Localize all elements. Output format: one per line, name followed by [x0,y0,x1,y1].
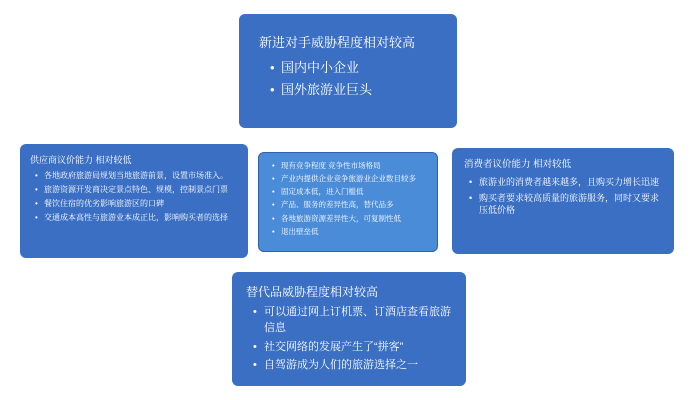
list-item: • 各地旅游资源差异性大，可复制性低 [281,214,429,225]
buyers-title: 消费者议价能力 相对较低 [464,159,572,170]
suppliers-box[interactable] [20,144,248,258]
list-item: • 餐饮住宿的优劣影响旅游区的口碑 [44,198,240,209]
list-item: • 固定成本低，进入门槛低 [281,187,429,198]
list-item: • 旅游资源开发商决定景点特色、规模，控制景点门票 [44,184,240,195]
list-item: • 各地政府旅游局规划当地旅游前景，设置市场准入。 [44,170,240,181]
buyers-box[interactable] [452,148,674,254]
substitutes-title: 替代品威胁程度相对较高 [246,285,379,299]
list-item: • 旅游业的消费者越来越多，且购买力增长迅速 [479,176,664,189]
list-item: • 可以通过网上订机票、订酒店查看旅游信息 [264,305,454,336]
list-item: • 现有竞争程度 竞争性市场格局 [281,161,429,172]
rivalry-list [267,161,429,237]
list-item: • 国外旅游业巨头 [281,81,441,99]
suppliers-list [30,170,240,223]
list-item: • 自驾游成为人们的旅游选择之一 [264,358,454,374]
list-item: • 国内中小企业 [281,59,441,77]
list-item: • 社交网络的发展产生了“拼客” [264,340,454,356]
new-entrants-list [259,59,441,100]
suppliers-title: 供应商议价能力 相对较低 [30,155,132,165]
list-item: • 退出壁垒低 [281,227,429,238]
list-item: • 产品、服务的差异性高，替代品多 [281,200,429,211]
buyers-list [464,176,664,217]
new-entrants-title: 新进对手威胁程度相对较高 [259,35,416,50]
list-item: • 购买者要求较高质量的旅游服务，同时又要求压低价格 [479,192,664,218]
substitutes-box[interactable] [232,272,466,386]
competitive-rivalry-box[interactable] [258,152,438,252]
list-item: • 交通成本高性与旅游业本成正比，影响购买者的选择 [44,212,240,223]
list-item: • 产业内提供企业竞争旅游业企业数目较多 [281,174,429,185]
new-entrants-box[interactable] [239,14,457,128]
substitutes-list [246,305,454,373]
